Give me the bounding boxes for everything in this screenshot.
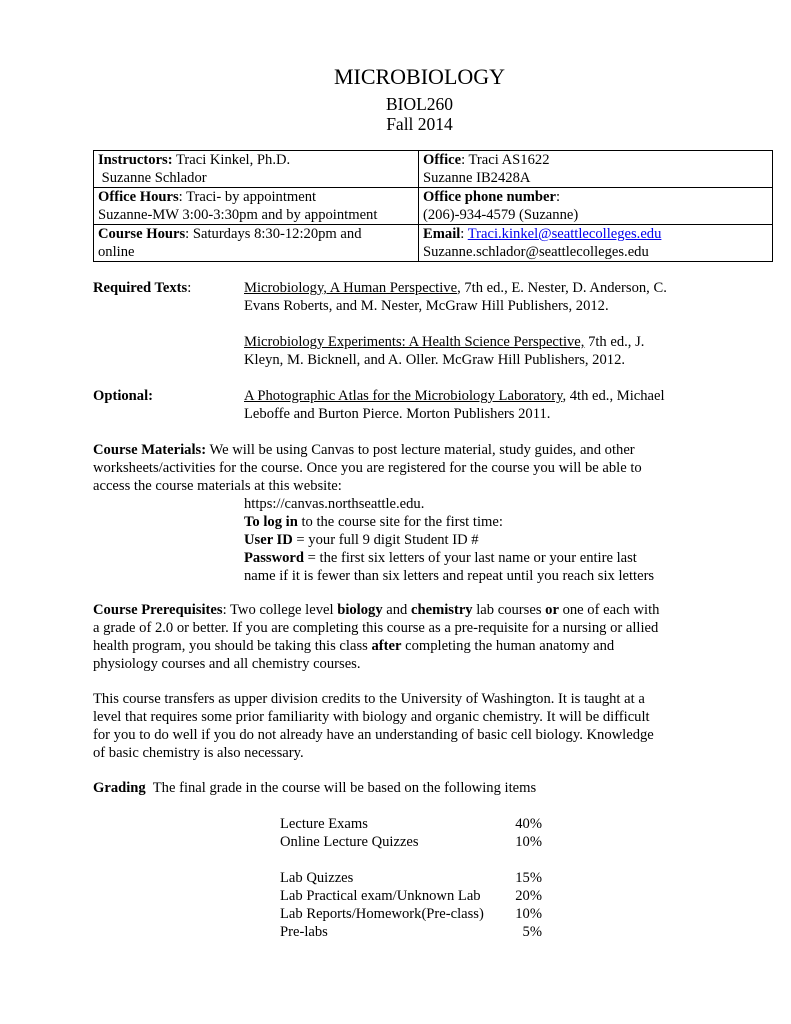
prereq-biology: biology — [337, 602, 383, 618]
email-link-traci[interactable]: Traci.kinkel@seattlecolleges.edu — [467, 226, 662, 242]
email-colon: : — [460, 226, 468, 242]
optional-label-text: Optional: — [93, 388, 154, 404]
transfer-line2: level that requires some prior familiarity with biology and organic chemistry. It will be difficult — [93, 709, 650, 725]
required-texts-colon: : — [187, 280, 192, 296]
grade-row-lab-quizzes — [280, 869, 542, 887]
grade-item: Lab Practical exam/Unknown Lab — [280, 888, 481, 904]
book1-title: Microbiology, A Human Perspective — [244, 280, 458, 296]
grade-percent: 5% — [522, 924, 542, 940]
prereq-p2: lab courses — [472, 602, 546, 618]
email-suzanne: Suzanne.schlador@seattlecolleges.edu — [423, 244, 649, 260]
phone-label: Office phone number — [423, 189, 556, 205]
grade-item: Lab Quizzes — [280, 870, 354, 886]
login-bold: To log in — [244, 514, 298, 530]
instructors-cell — [94, 151, 419, 188]
prereq-or: or — [545, 602, 559, 618]
password-line2: name if it is fewer than six letters and repeat until you reach six letters — [244, 568, 655, 584]
prereq-line3b: completing the human anatomy and — [401, 638, 615, 654]
course-info-table — [93, 150, 773, 262]
course-code: BIOL260 — [385, 94, 454, 114]
grading-intro: The final grade in the course will be based on the following items — [145, 780, 537, 796]
grading-label: Grading — [93, 780, 146, 796]
instructors-line2: Suzanne Schlador — [98, 170, 207, 186]
login-line — [244, 513, 503, 531]
phone-value: (206)-934-4579 (Suzanne) — [423, 207, 579, 223]
office-line2: Suzanne IB2428A — [423, 170, 531, 186]
prereq-p1: : Two college level — [222, 602, 338, 618]
course-materials-line1 — [93, 441, 635, 459]
optional-label — [93, 387, 153, 405]
office-label: Office — [423, 152, 462, 168]
prereq-line1 — [93, 601, 659, 619]
course-hours-cell — [94, 225, 419, 262]
course-hours-line2: online — [98, 244, 135, 260]
table-row — [94, 225, 773, 262]
password-rest: = the first six letters of your last name or your entire last — [304, 550, 637, 566]
canvas-url[interactable]: https://canvas.northseattle.edu. — [244, 496, 425, 512]
userid-rest: = your full 9 digit Student ID # — [292, 532, 479, 548]
course-term: Fall 2014 — [386, 114, 453, 134]
course-materials-label: Course Materials: — [93, 442, 207, 458]
office-hours-cell — [94, 188, 419, 225]
course-hours-line1: : Saturdays 8:30-12:20pm and — [185, 226, 362, 242]
transfer-line1: This course transfers as upper division credits to the University of Washington. It is taught at a — [93, 691, 645, 707]
grade-percent: 15% — [515, 870, 542, 886]
prereq-label: Course Prerequisites — [93, 602, 223, 618]
instructors-label: Instructors: — [98, 152, 173, 168]
prereq-line2: a grade of 2.0 or better. If you are completing this course as a pre-requisite for a nursing or allied — [93, 620, 659, 636]
book1-line2: Evans Roberts, and M. Nester, McGraw Hill Publishers, 2012. — [244, 298, 609, 314]
transfer-line3: for you to do well if you do not already have an understanding of basic cell biology. Knowledge — [93, 727, 654, 743]
book1-line1 — [244, 279, 667, 297]
phone-cell — [419, 188, 773, 225]
page-title: MICROBIOLOGY — [333, 64, 506, 89]
office-line1: : Traci AS1622 — [461, 152, 550, 168]
grade-row-pre-labs — [280, 923, 542, 941]
prereq-line3 — [93, 637, 614, 655]
grade-percent: 20% — [515, 888, 542, 904]
grade-percent: 10% — [515, 906, 542, 922]
optional-book-title: A Photographic Atlas for the Microbiology Laboratory — [244, 388, 563, 404]
office-hours-line2: Suzanne-MW 3:00-3:30pm and by appointment — [98, 207, 378, 223]
book2-rest: 7th ed., J. — [584, 334, 645, 350]
prereq-chemistry: chemistry — [411, 602, 473, 618]
office-hours-line1: : Traci- by appointment — [178, 189, 317, 205]
instructors-line1: Traci Kinkel, Ph.D. — [172, 152, 291, 168]
grade-row-lab-practical — [280, 887, 542, 905]
grade-item: Lecture Exams — [280, 816, 368, 832]
book1-rest: , 7th ed., E. Nester, D. Anderson, C. — [457, 280, 667, 296]
email-cell — [419, 225, 773, 262]
email-label: Email — [423, 226, 461, 242]
office-cell — [419, 151, 773, 188]
course-materials-text1: We will be using Canvas to post lecture material, study guides, and other — [206, 442, 635, 458]
grade-percent: 40% — [515, 816, 542, 832]
prereq-p3: one of each with — [558, 602, 660, 618]
transfer-line4: of basic chemistry is also necessary. — [93, 745, 304, 761]
password-line1 — [244, 549, 637, 567]
table-row — [94, 188, 773, 225]
userid-bold: User ID — [244, 532, 293, 548]
book2-line2: Kleyn, M. Bicknell, and A. Oller. McGraw Hill Publishers, 2012. — [244, 352, 626, 368]
book2-line1 — [244, 333, 644, 351]
optional-book-line2: Leboffe and Burton Pierce. Morton Publishers 2011. — [244, 406, 551, 422]
login-rest: to the course site for the first time: — [297, 514, 503, 530]
phone-colon: : — [555, 189, 561, 205]
grading-heading — [93, 779, 536, 797]
table-row — [94, 151, 773, 188]
grade-percent: 10% — [515, 834, 542, 850]
prereq-and: and — [382, 602, 411, 618]
office-hours-label: Office Hours — [98, 189, 179, 205]
grade-item: Pre-labs — [280, 924, 328, 940]
optional-book-line1 — [244, 387, 665, 405]
prereq-line3a: health program, you should be taking this class — [93, 638, 372, 654]
book2-title: Microbiology Experiments: A Health Science Perspective, — [244, 334, 585, 350]
prereq-line4: physiology courses and all chemistry courses. — [93, 656, 361, 672]
grade-item: Online Lecture Quizzes — [280, 834, 419, 850]
userid-line — [244, 531, 479, 549]
grade-row-lecture-exams — [280, 815, 542, 833]
grade-row-online-quizzes — [280, 833, 542, 851]
optional-book-rest: , 4th ed., Michael — [562, 388, 665, 404]
grade-item: Lab Reports/Homework(Pre-class) — [280, 906, 484, 922]
required-texts-label: Required Texts — [93, 280, 188, 296]
course-materials-line3: access the course materials at this website: — [93, 478, 342, 494]
required-texts-heading — [93, 279, 191, 297]
password-bold: Password — [244, 550, 304, 566]
grade-row-lab-reports — [280, 905, 542, 923]
course-hours-label: Course Hours — [98, 226, 186, 242]
prereq-after: after — [371, 638, 402, 654]
course-materials-line2: worksheets/activities for the course. Once you are registered for the course you will be able to — [93, 460, 642, 476]
